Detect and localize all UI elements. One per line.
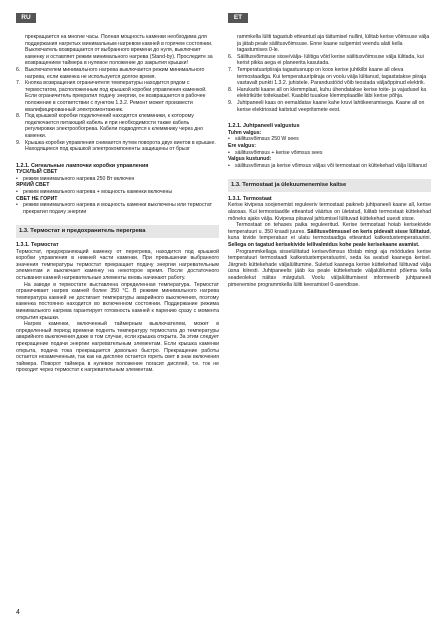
bullet-item (16, 189, 219, 196)
bullet-item (228, 150, 431, 157)
section-heading-bar-et: 1.3. Termostaat ja ülekuumenemise kaitse (228, 179, 431, 192)
bullet-item (228, 163, 431, 170)
page-number: 4 (16, 609, 20, 616)
item-number: 8. (16, 113, 21, 120)
bullet-text: säilitusvõimsus + kerise võimsus sees (235, 149, 323, 156)
paragraph: Programmkellaga sisselülitatud kerisevõimsus tõstab mingi aja möödudes kerise temperatuuri termostaadi katkestustemperatuurini, seda ka avatud kaanega kerisel. Järgneb küttekehade väljalülitumine. Suletud kaanega kerise küttekehad lülituvad välja üsna kiiresti. Juhtpaneelis jääb ka peale küttekehade väljalülitumist põlema kella seadeolekut näitav märgutuli. Voolu väljalülitumisest informeerib juhtpaneeli pimenemine programmkella lüliti keeramisel 0-asendisse. (228, 248, 431, 288)
bullet-item (16, 202, 219, 215)
bullet-icon: • (228, 149, 230, 156)
item-number: 9. (228, 99, 233, 106)
bullet-text: säilitusvõimsus 250 W sees (235, 136, 299, 143)
item-text: Temperatuuripiiraja tagastusnupp on koos kerise juhtkilbi kaane all oleva termostaadiga. Kui temperatuuripiiraja on voolu välja lülitanud, tagastatakse piiraja vastavalt punkti 1.3.2. juhistele. Parandustööd võib teostada väljaõppinud elektrik. (237, 66, 427, 87)
item-text: Säilitusvõimsuse sisse/välja- lülitiga võid kerise säilitusvõimsuse välja lülitada, kui kerist pikka aega ei planeerita kasutada. (237, 53, 424, 67)
list-item (16, 67, 219, 80)
item-number: 7. (228, 66, 233, 73)
language-tag-et: ET (228, 13, 248, 23)
signal-lights-title-et: 1.2.1. Juhtpaneeli valgustus (228, 123, 300, 130)
no-light-heading-ru: СВЕТ НЕ ГОРИТ (16, 195, 58, 202)
item-number: 8. (228, 86, 233, 93)
item-number: 6. (16, 66, 21, 73)
intro-paragraph-ru: прекращается на многие часы. Полная мощность каменки необходима для поддержания нагретых минимальным нагревом камней в горячем состоянии. Выключатель возвращается от выбранного времени до нуля, выключает каменку и оставляет режим минимального нагрева (Stand-by). Проследите за возвращением таймера в нулевое положение до закрытия крышки! (25, 34, 213, 67)
item-text: Выключателем минимального нагрева выключается режим минимального нагрева, если каменка не используется долгое время. (25, 66, 205, 80)
bullet-icon: • (16, 189, 18, 196)
bright-light-heading-ru: ЯРКИЙ СВЕТ (16, 182, 50, 189)
item-number: 7. (16, 80, 21, 87)
list-item (16, 113, 219, 139)
item-text: Крышка коробки управления снимается путем поворота двух винтов в крышке. Находящиеся под крышкой электрокомпоненты защищены от брызг (25, 139, 216, 153)
paragraph: Нагрев каменки, включенный таймерным выключателем, может в определенный период времени поднять температуру термостата до температуры аварийного выключения даже в том случае, если крышка открыта. За этим следует прекращение подачи энергии нагревательным элементам. Если крышка каменки открыта, подача тока прекращается довольно быстро. Прекращение работы остается незамеченным, так как на дисплее остается гореть свет в знак включения таймера. Поворот таймера в нулевое положение погасит дисплей, т.е. ток не проходит через термостат к нагревательным элементам. (16, 321, 219, 374)
dim-light-heading-et: Tuhm valgus: (228, 129, 262, 136)
list-item (16, 140, 219, 153)
list-item (228, 67, 431, 87)
column-et (228, 34, 431, 288)
section-heading-bar-ru: 1.3. Термостат и предохранитель перегрева (16, 225, 219, 238)
no-light-heading-et: Valgus kustunud: (228, 156, 272, 163)
item-number: 6. (228, 53, 233, 60)
subsection-title-ru: 1.3.1. Термостат (16, 242, 59, 249)
list-item (228, 87, 431, 100)
bullet-text: säilitusvõimsus ja kerise võimsus väljas või termostaat on küttekehad välja lülitanud (235, 162, 427, 169)
item-number: 9. (16, 139, 21, 146)
subsection-title-et: 1.3.1. Termostaat (228, 195, 272, 202)
paragraph: Kerise kivipesa soojenemist reguleeriv termostaat paikneb juhtpaneeli kaane all, kerise alaosas. Kui termostaadile etteantud väärtus on ületatud, lülitab termostaat küttekehad mõneks ajaks välja. Kivipesa piisaval jahtumisel lülituvad küttekehad uuesti sisse. (228, 202, 431, 222)
bullet-icon: • (16, 202, 18, 209)
intro-paragraph-et: rammkella lüliti tagastub etteantud aja täitumisel nullini, lülitab kerise võimsuse välja ja jätab peale säilitusvõimsuse. Enne kaane sulgemist veendu alati kella tagastumises 0-le. (237, 34, 430, 54)
bullet-icon: • (228, 136, 230, 143)
paragraph: Термостат, предохраняющий каменку от перегрева, находится под крышкой коробки управления в нижней части каменки. При превышении выбранного значения температуры термостат прекращает подачу энергии нагревательным элементам и выключает каменку на некоторое время. После достаточного остывания камней нагревательные элементы вновь начинают работу. (16, 248, 219, 281)
bullet-icon: • (228, 162, 230, 169)
paragraph-bold-text: Sellega on tagatud kerisekivide leilivalmidus kohe peale kerisekaane avamist. (228, 242, 420, 249)
list-item (16, 80, 219, 113)
item-text: Harukarbi kaane all on klemmplaat, kuhu ühendatakse kerise toite- ja vajadusel ka elektrikütte toitekaabel. Kaablid tuuakse klemmplaadile läbi kerise põhja. (237, 86, 427, 100)
language-tag-ru: RU (16, 13, 36, 23)
column-ru (16, 34, 219, 374)
paragraph-bold-text: Säilitusvõimsusel on keris pidevalt sisse lülitatud (307, 228, 430, 235)
list-item (228, 54, 431, 67)
item-text: Под крышкой коробки подключений находятся клеммники, к которому подключается питающий кабель и при необходимости также кабель регулировки электрообогрева. Кабели подводятся к клеммнику через дно каменки. (25, 113, 204, 139)
bullet-text: режим минимального нагрева и мощность каменки выключены или термостат прекратил подачу энергии (23, 202, 212, 215)
item-text: Кнопка возвращения ограничителя температуры находится рядом с термостатом, расположенным под крышкой коробки управления каменкой. Если ограничитель прекратил подачу энергии, он возвращается в рабочее положение в соответствии с пунктом 1.3.2. Ремонт может произвести квалифицированный электромонтажник. (25, 80, 207, 113)
list-item (228, 100, 431, 113)
bullet-icon: • (16, 175, 18, 182)
item-text: Juhtpaneeli kaas on eemaldatav kaane kahe kruvi lahtikeeramisega. Kaane all on kerise elektriosad kaitstud veepritsmete eest. (237, 99, 425, 113)
paragraph: На заводе в термостате выставлена определенная температура. Термостат ограничивает нагрев камней более 350 °C. В режиме минимального нагрева температура камней не достигает температуры аварийного выключения, поэтому каменка постоянно находится во включенном состоянии. Поддержание режима минимального нагрева гарантирует готовность камней к парению сразу с момента открытия крышки. (16, 281, 219, 321)
bullet-text: режим минимального нагрева 250 Вт включен (23, 175, 135, 182)
paragraph-text: , kuna kivide temperatuur ei ulatu termostaadiga etteantud katkestustemperatuurini. (228, 228, 431, 242)
signal-lights-title-ru: 1.2.1. Сигнальные лампочки коробки управления (16, 162, 149, 169)
paragraph-text: Termostaat on tehases paika reguleeritud. Kerise termostaat hoiab kerisekivide temperatuuri u. 350 kraadi juures. (228, 222, 431, 235)
bullet-text: режим минимального нагрева + мощность каменки включены (23, 189, 173, 196)
paragraph (228, 222, 431, 248)
bullet-item (228, 136, 431, 143)
dim-light-heading-ru: ТУСКЛЫЙ СВЕТ (16, 169, 58, 176)
bright-light-heading-et: Ere valgus: (228, 142, 256, 149)
